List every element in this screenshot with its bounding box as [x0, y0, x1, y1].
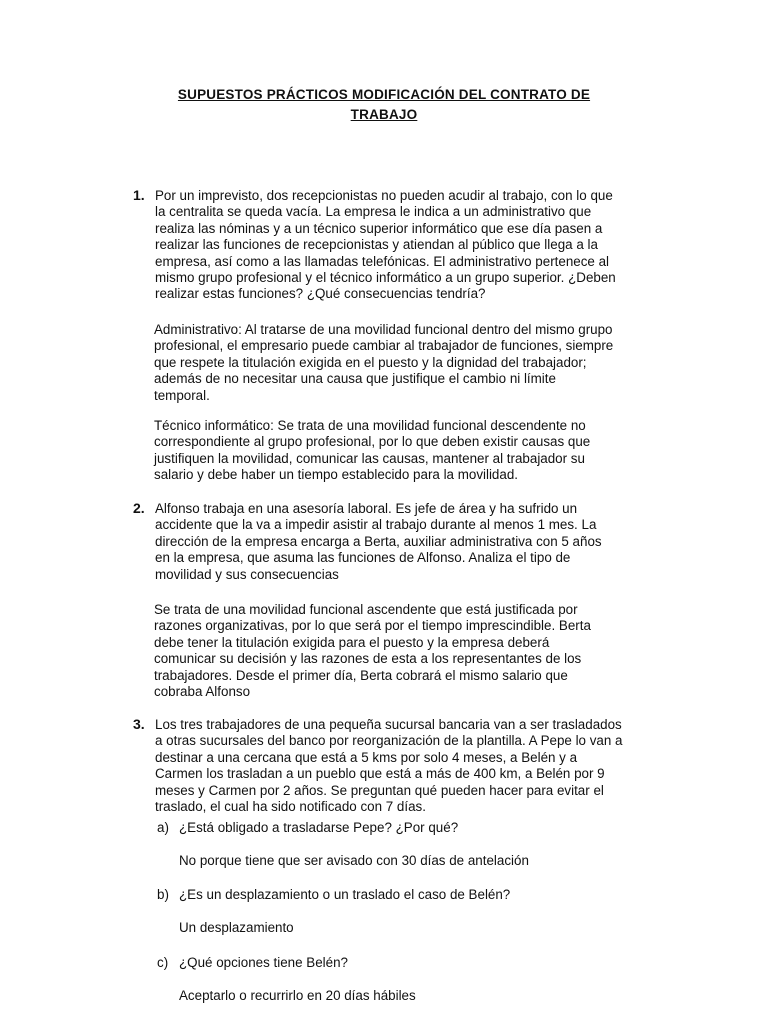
- question-1-line: la centralita se queda vacía. La empresa le indica a un administrativo que: [155, 204, 592, 220]
- question-3-text: [155, 717, 675, 815]
- question-2-line: Alfonso trabaja en una asesoría laboral. Es jefe de área y ha sufrido un: [155, 501, 578, 516]
- answer-line: temporal.: [154, 387, 210, 403]
- question-3-number: 3.: [133, 716, 145, 732]
- question-1-line: Por un imprevisto, dos recepcionistas no pueden acudir al trabajo, con lo que: [155, 188, 613, 203]
- answer-line: comunicar su decisión y las razones de esta a los representantes de los: [154, 651, 582, 667]
- question-2-number: 2.: [133, 500, 145, 516]
- answer-line: trabajadores. Desde el primer día, Berta cobrará el mismo salario que: [154, 667, 568, 683]
- answer-line: Administrativo: Al tratarse de una movilidad funcional dentro del mismo grupo: [154, 322, 613, 337]
- answer-line: cobraba Alfonso: [154, 684, 251, 700]
- question-3-line: traslado, el cual ha sido notificado con 7 días.: [155, 799, 426, 815]
- answer-line: además de no necesitar una causa que justifique el cambio ni límite: [154, 371, 556, 387]
- sub-answer-c-text: Aceptarlo o recurrirlo en 20 días hábiles: [179, 988, 416, 1003]
- sub-question-c-text: ¿Qué opciones tiene Belén?: [179, 955, 348, 970]
- answer-line: correspondiente al grupo profesional, por lo que deben existir causas que: [154, 434, 591, 450]
- document-title-line-2: TRABAJO: [350, 107, 418, 122]
- question-2-text: [155, 501, 675, 583]
- question-1-line: empresa, así como a las llamadas telefónicas. El administrativo pertenece al: [155, 253, 610, 269]
- question-3-line: destinar a una cercana que está a 5 kms por solo 4 meses, a Belén y a: [155, 749, 578, 765]
- answer-line: razones organizativas, por lo que será por el tiempo imprescindible. Berta: [154, 618, 591, 634]
- answer-line: Técnico informático: Se trata de una movilidad funcional descendente no: [154, 418, 586, 433]
- answer-2-text: [154, 602, 674, 700]
- question-1-line: realizar las funciones de recepcionistas y atiendan al público que llega a la: [155, 237, 598, 253]
- question-1-line: realiza las nóminas y a un técnico superior informático que ese día pasen a: [155, 220, 603, 236]
- question-1-line: realizar estas funciones? ¿Qué consecuencias tendría?: [155, 286, 486, 302]
- question-3-line: a otras sucursales del banco por reorganización de la plantilla. A Pepe lo van a: [155, 733, 623, 749]
- question-1-number: 1.: [133, 187, 145, 203]
- question-1-text: [155, 188, 675, 303]
- answer-line: profesional, el empresario puede cambiar al trabajador de funciones, siempre: [154, 338, 614, 354]
- question-3-line: meses y Carmen por 2 años. Se preguntan qué pueden hacer para evitar el: [155, 782, 604, 798]
- answer-line: Se trata de una movilidad funcional ascendente que está justificada por: [154, 602, 578, 617]
- answer-line: debe tener la titulación exigida para el puesto y la empresa deberá: [154, 634, 550, 650]
- question-2-line: accidente que la va a impedir asistir al trabajo durante al menos 1 mes. La: [155, 517, 597, 533]
- question-3-line: Carmen los trasladan a un pueblo que está a más de 400 km, a Belén por 9: [155, 766, 605, 782]
- answer-line: justifiquen la movilidad, comunicar las causas, mantener al trabajador su: [154, 450, 585, 466]
- question-2-line: en la empresa, que asuma las funciones de Alfonso. Analiza el tipo de: [155, 550, 571, 566]
- sub-answer-b-text: Un desplazamiento: [179, 920, 294, 935]
- document-title-line-1: SUPUESTOS PRÁCTICOS MODIFICACIÓN DEL CONTRATO DE: [177, 87, 591, 102]
- answer-line: salario y debe haber un tiempo establecido para la movilidad.: [154, 467, 518, 483]
- sub-question-b-text: ¿Es un desplazamiento o un traslado el caso de Belén?: [179, 887, 511, 902]
- question-2-line: movilidad y sus consecuencias: [155, 566, 339, 582]
- answer-1-administrativo: [154, 322, 674, 404]
- answer-line: que respete la titulación exigida en el puesto y la dignidad del trabajador;: [154, 354, 587, 370]
- question-2-line: dirección de la empresa encarga a Berta, auxiliar administrativa con 5 años: [155, 533, 602, 549]
- answer-1-tecnico: [154, 418, 674, 484]
- sub-question-a-text: ¿Está obligado a trasladarse Pepe? ¿Por qué?: [179, 820, 459, 835]
- sub-answer-a-text: No porque tiene que ser avisado con 30 días de antelación: [179, 853, 529, 868]
- sub-question-b-label: b): [157, 887, 169, 902]
- question-1-line: mismo grupo profesional y el técnico informático a un grupo superior. ¿Deben: [155, 270, 616, 286]
- question-3-line: Los tres trabajadores de una pequeña sucursal bancaria van a ser trasladados: [155, 717, 622, 732]
- sub-question-c-label: c): [157, 955, 169, 970]
- sub-question-a-label: a): [157, 820, 169, 835]
